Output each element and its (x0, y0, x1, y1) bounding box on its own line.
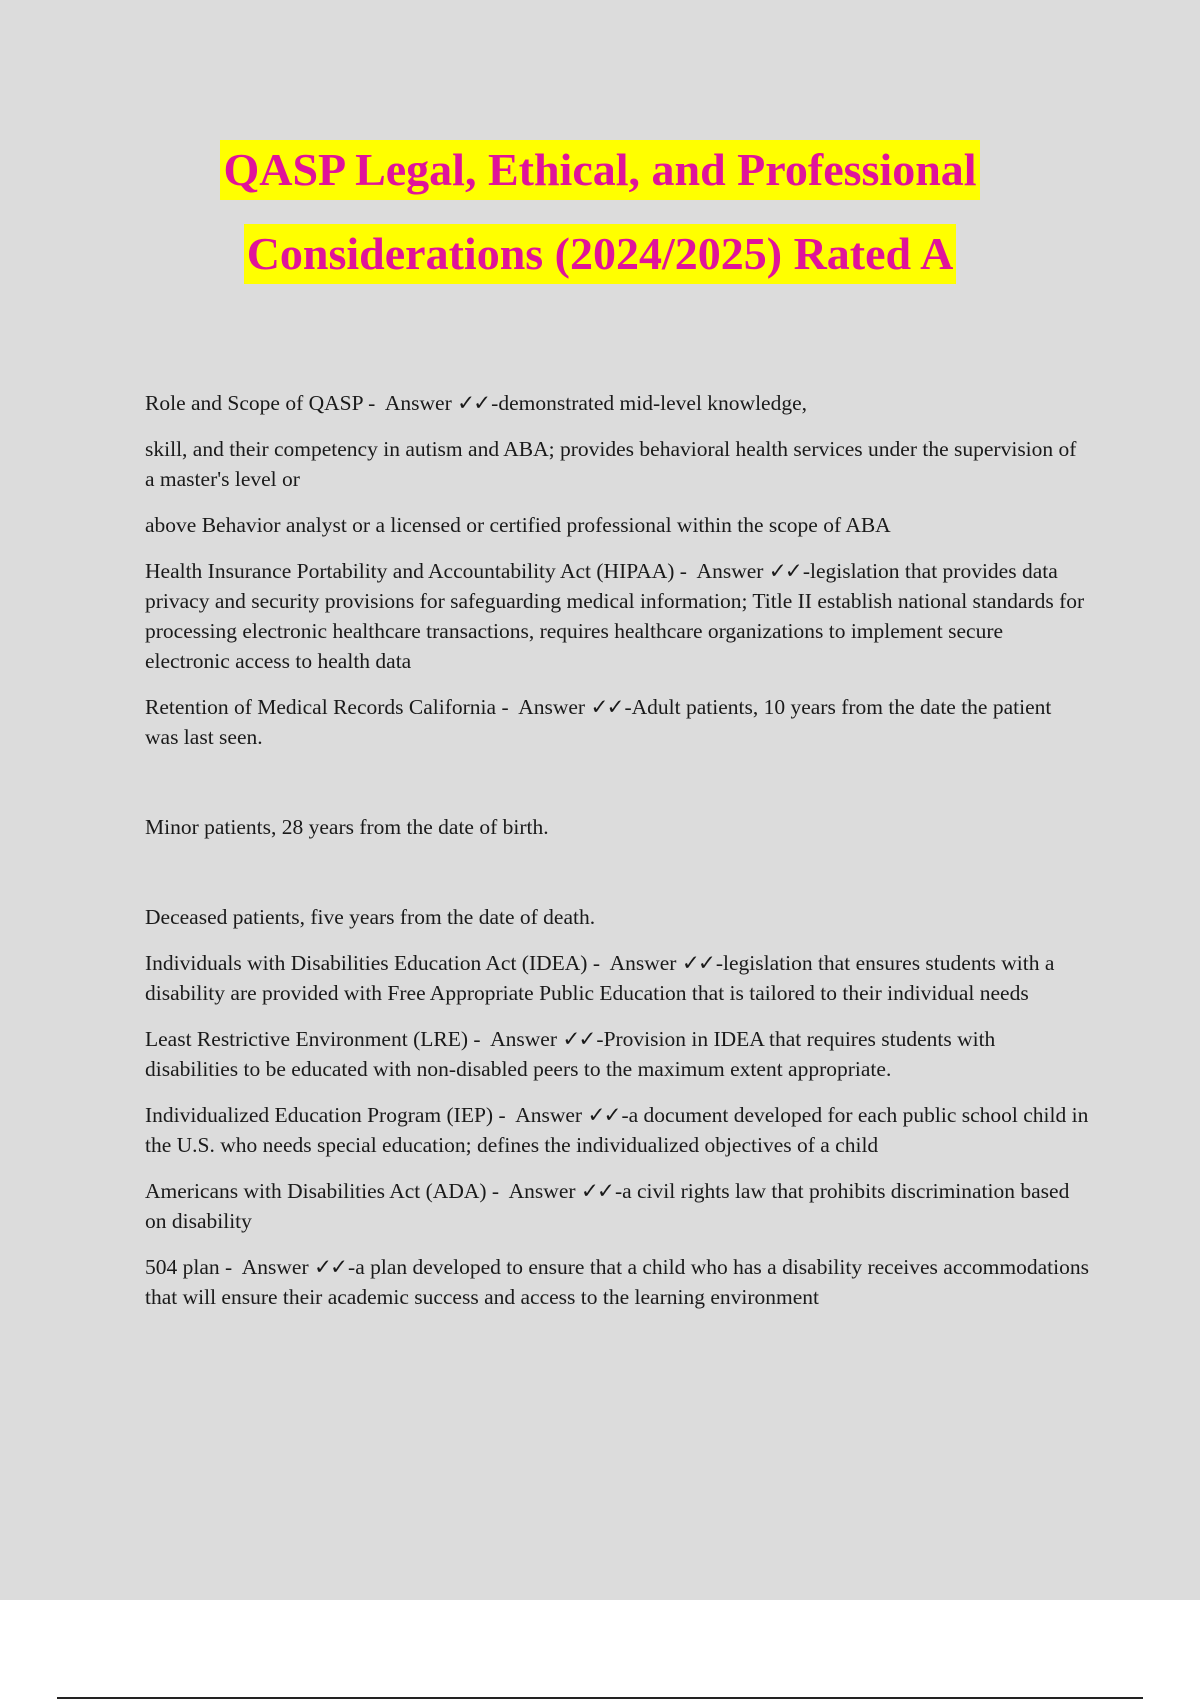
qa-entry-lre (145, 1024, 1090, 1084)
double-check-icon: ✓✓ (580, 1179, 613, 1203)
document-title (0, 140, 1200, 308)
entry-answer: -Provision in IDEA that requires students with disabilities to be educated with non-disabled peers to the maximum extent appropriate. (145, 1027, 996, 1081)
double-check-icon: ✓✓ (314, 1255, 347, 1279)
text-paragraph: above Behavior analyst or a licensed or certified professional within the scope of ABA (145, 513, 891, 537)
text-paragraph: skill, and their competency in autism and ABA; provides behavioral health services under the supervision of a master's level or (145, 437, 1077, 491)
answer-label: Answer (518, 695, 586, 719)
entry-answer: -Adult patients, 10 years from the date the patient was last seen. (145, 695, 1052, 749)
entry-term: Individualized Education Program (IEP) - (145, 1103, 506, 1127)
entry-answer: -legislation that ensures students with a disability are provided with Free Appropriate Public Education that is tailored to their individual needs (145, 951, 1055, 1005)
entry-answer: -legislation that provides data privacy and security provisions for safeguarding medical information; Title II establish national standards for processing electronic healthcare transactions, requires healthcare organizations to implement secure electronic access to health data (145, 559, 1085, 673)
text-paragraph: Minor patients, 28 years from the date of birth. (145, 815, 549, 839)
double-check-icon: ✓✓ (681, 951, 714, 975)
answer-label: Answer (609, 951, 677, 975)
qa-entry-ada (145, 1176, 1090, 1236)
qa-entry-iep (145, 1100, 1090, 1160)
answer-label: Answer (508, 1179, 576, 1203)
double-check-icon: ✓✓ (587, 1103, 620, 1127)
entry-term: 504 plan - (145, 1255, 233, 1279)
page-bottom-rule (57, 1697, 1143, 1699)
double-check-icon: ✓✓ (457, 391, 490, 415)
answer-label: Answer (515, 1103, 583, 1127)
title-line-2: Considerations (2024/2025) Rated A (244, 224, 957, 284)
entry-term: Retention of Medical Records California - (145, 695, 509, 719)
double-check-icon: ✓✓ (768, 559, 801, 583)
entry-term: Individuals with Disabilities Education Act (IDEA) - (145, 951, 600, 975)
entry-answer: -a civil rights law that prohibits discrimination based on disability (145, 1179, 1070, 1233)
double-check-icon: ✓✓ (562, 1027, 595, 1051)
answer-label: Answer (696, 559, 764, 583)
entry-answer: -demonstrated mid-level knowledge, (491, 391, 808, 415)
entry-answer: -a document developed for each public school child in the U.S. who needs special education; defines the individualized objectives of a child (145, 1103, 1089, 1157)
text-paragraph: Deceased patients, five years from the date of death. (145, 905, 596, 929)
qa-entry-idea (145, 948, 1090, 1008)
answer-label: Answer (241, 1255, 309, 1279)
qa-entry-hipaa (145, 556, 1090, 676)
qa-entry-medical-records (145, 692, 1090, 752)
entry-term: Americans with Disabilities Act (ADA) - (145, 1179, 500, 1203)
qa-entry-504-plan (145, 1252, 1090, 1312)
answer-label: Answer (490, 1027, 557, 1051)
qa-entry-role-scope (145, 388, 1090, 418)
entry-term: Health Insurance Portability and Accountability Act (HIPAA) - (145, 559, 687, 583)
double-check-icon: ✓✓ (590, 695, 623, 719)
entry-term: Least Restrictive Environment (LRE) - (145, 1027, 481, 1051)
answer-label: Answer (384, 391, 452, 415)
entry-term: Role and Scope of QASP - (145, 391, 376, 415)
entry-answer: -a plan developed to ensure that a child who has a disability receives accommodations that will ensure their academic success and access to the learning environment (145, 1255, 1089, 1309)
document-body (145, 388, 1090, 1328)
title-line-1: QASP Legal, Ethical, and Professional (220, 140, 979, 200)
